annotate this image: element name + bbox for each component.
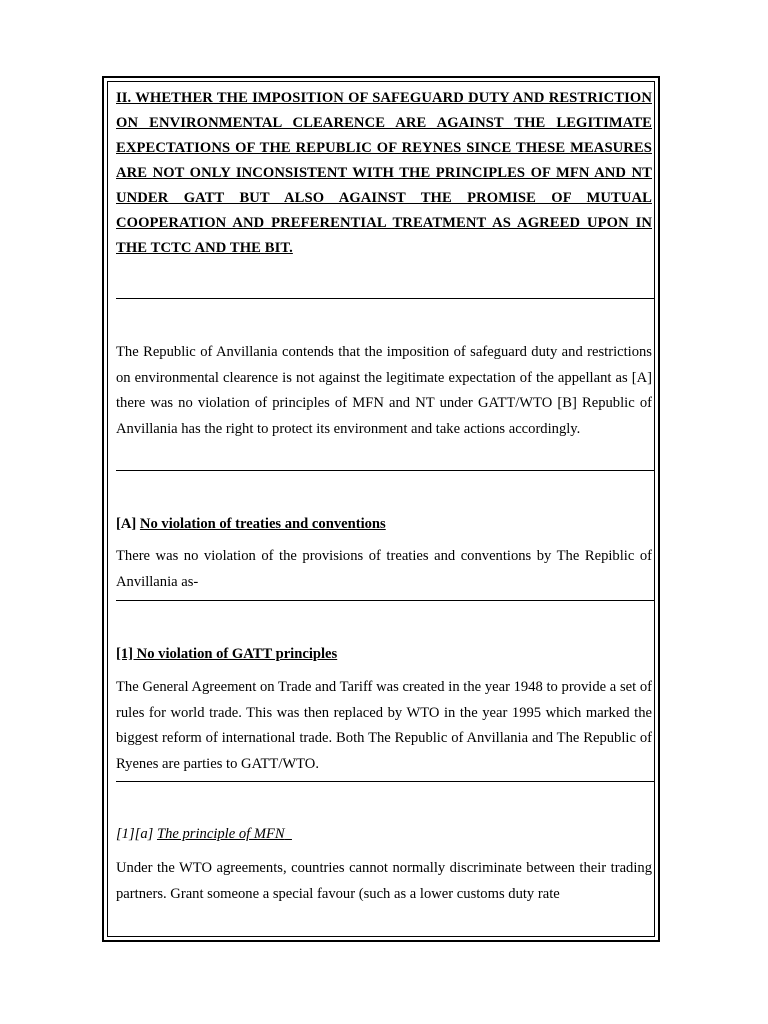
section-1-heading xyxy=(116,644,337,664)
divider-line xyxy=(116,600,654,601)
section-a-label: [A] xyxy=(116,516,140,532)
divider-line xyxy=(116,298,654,299)
section-1a-label: [1][a] xyxy=(116,826,157,842)
intro-paragraph: The Republic of Anvillania contends that the imposition of safeguard duty and restrictions on environmental clearence is not against the legitimate expectation of the appellant as [A] there was no violation of principles of MFN and NT under GATT/WTO [B] Republic of Anvillania has the right to protect its environment and take actions accordingly. xyxy=(116,344,652,437)
divider-line xyxy=(116,781,654,782)
section-1a-heading xyxy=(116,824,292,844)
section-a-title: No violation of treaties and conventions xyxy=(139,516,386,532)
section-1-paragraph: The General Agreement on Trade and Tariff was created in the year 1948 to provide a set of rules for world trade. This was then replaced by WTO in the year 1995 which marked the biggest reform of international trade. Both The Republic of Anvillania and The Republic of Ryenes are parties to GATT/WTO. xyxy=(116,679,652,772)
section-a-heading xyxy=(116,514,386,534)
section-a-paragraph: There was no violation of the provisions of treaties and conventions by The Repiblic of Anvillania as- xyxy=(116,548,652,590)
section-1-title: [1] No violation of GATT principles xyxy=(116,646,338,662)
section-1a-paragraph: Under the WTO agreements, countries cannot normally discriminate between their trading partners. Grant someone a special favour (such as a lower customs duty rate xyxy=(116,860,652,902)
section-1a-title: The principle of MFN xyxy=(156,826,285,842)
divider-line xyxy=(116,470,654,471)
issue-heading: II. WHETHER THE IMPOSITION OF SAFEGUARD DUTY AND RESTRICTION ON ENVIRONMENTAL CLEARENCE ARE AGAINST THE LEGITIMATE EXPECTATIONS OF THE REPUBLIC OF REYNES SINCE THESE MEASURES ARE NOT ONLY INCONSISTENT WITH THE PRINCIPLES OF MFN AND NT UNDER GATT BUT ALSO AGAINST THE PROMISE OF MUTUAL COOPERATION AND PREFERENTIAL TREATMENT AS AGREED UPON IN THE TCTC AND THE BIT. xyxy=(116,90,652,256)
